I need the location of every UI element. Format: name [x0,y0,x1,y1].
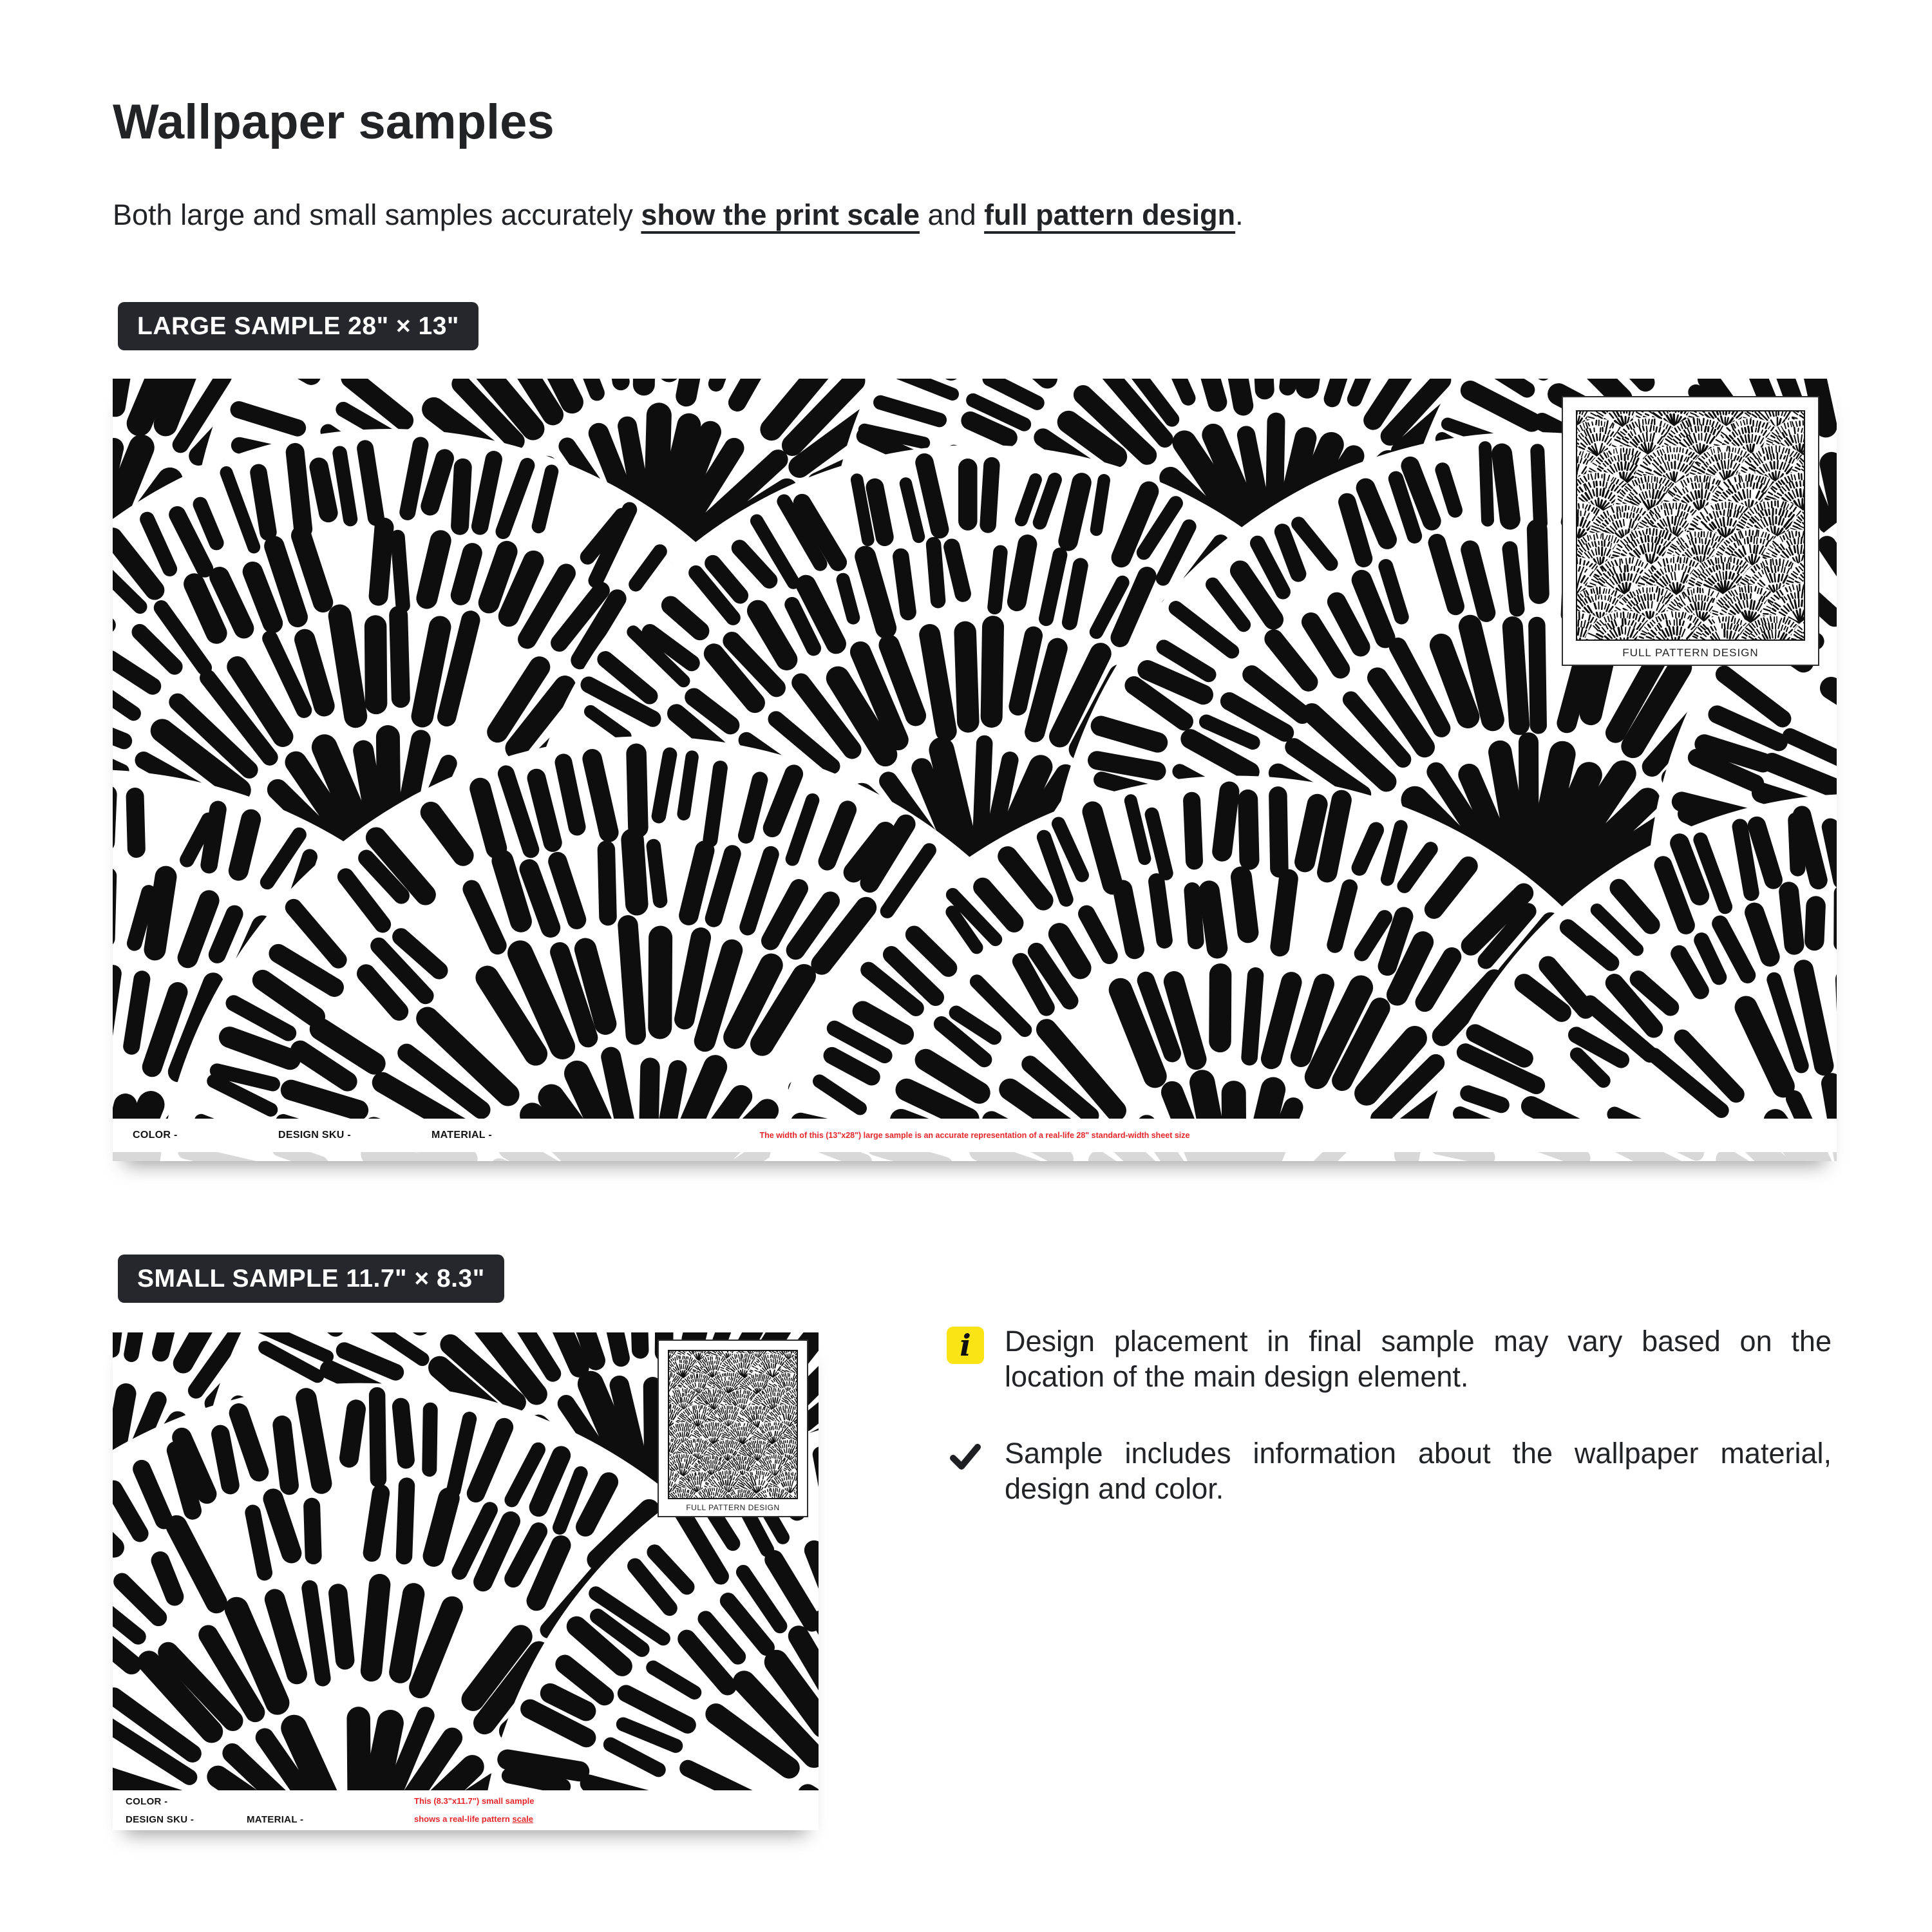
note-design-placement [947,1324,1837,1395]
design-sku-label: DESIGN SKU - [126,1814,194,1825]
small-sample-size-note-line2: shows a real-life pattern scale [414,1814,533,1824]
full-pattern-thumbnail-small [668,1350,798,1499]
info-icon: i [947,1327,984,1364]
large-sample-image [113,379,1837,1161]
check-icon [949,1443,981,1471]
sheet-edge-fade [113,1152,1837,1161]
full-pattern-inset-large [1562,396,1819,666]
subtitle-print-scale-emphasis: show the print scale [641,198,920,231]
small-sample-footer [113,1790,819,1830]
page-subtitle [113,198,1244,232]
subtitle-text: . [1235,198,1244,231]
full-pattern-thumbnail-large [1576,410,1805,641]
subtitle-text: and [920,198,985,231]
page-title: Wallpaper samples [113,95,554,149]
full-pattern-thumb-svg [1577,412,1804,639]
color-label: COLOR - [126,1796,168,1807]
large-sample-badge: LARGE SAMPLE 28" × 13" [118,302,478,350]
full-pattern-label-large: FULL PATTERN DESIGN [1622,647,1759,659]
large-sample-size-note: The width of this (13"x28") large sample is an accurate representation of a real-life 28" standard-width sheet size [759,1131,1190,1140]
subtitle-text: Both large and small samples accurately [113,198,641,231]
note-sample-info [947,1436,1837,1507]
small-sample-size-note-line1: This (8.3"x11.7") small sample [414,1796,535,1806]
subtitle-full-pattern-emphasis: full pattern design [984,198,1236,231]
large-sample-footer [113,1119,1837,1152]
design-sku-label: DESIGN SKU - [278,1130,351,1141]
full-pattern-thumb-svg [669,1351,797,1498]
full-pattern-inset-small [658,1340,808,1517]
note-text: Design placement in final sample may vary based on the location of the main design element. [1005,1325,1832,1393]
note-text: Sample includes information about the wallpaper material, design and color. [1005,1436,1832,1505]
small-sample-badge: SMALL SAMPLE 11.7" × 8.3" [118,1255,504,1303]
color-label: COLOR - [133,1130,178,1141]
small-sample-image [113,1332,819,1830]
notes-list [947,1324,1837,1548]
material-label: MATERIAL - [431,1130,492,1141]
full-pattern-label-small: FULL PATTERN DESIGN [686,1503,780,1512]
material-label: MATERIAL - [247,1814,304,1825]
